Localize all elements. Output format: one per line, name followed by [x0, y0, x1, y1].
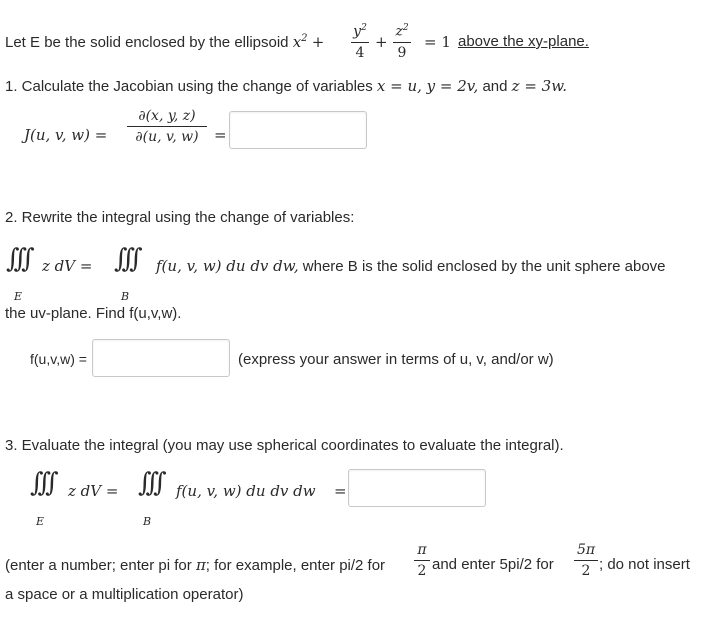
q2-line2: the uv-plane. Find f(u,v,w).	[5, 305, 182, 322]
plus-sign-2: +	[375, 33, 388, 51]
integrand-left: z dV =	[42, 257, 93, 275]
integral-subscript-E-2: E	[36, 515, 45, 528]
f-answer-input[interactable]	[92, 339, 230, 377]
q3-text: 3. Evaluate the integral (you may use spherical coordinates to evaluate the integral).	[5, 437, 564, 454]
q3-note-d: ; do not insert	[599, 556, 690, 573]
q3-note-c: and enter 5pi/2 for	[432, 556, 554, 573]
plus-sign: +	[311, 33, 325, 51]
equals-sign: =	[214, 126, 227, 144]
integral-subscript-B: B	[121, 290, 130, 303]
intro-suffix: above the xy-plane.	[458, 33, 589, 50]
jacobian-fraction: ∂(x, y, z) ∂(u, v, w)	[127, 108, 207, 145]
integral-subscript-E: E	[14, 290, 23, 303]
q1-text: 1. Calculate the Jacobian using the change of variables x = u, y = 2v, and z = 3w.	[5, 77, 568, 95]
triple-integral-B: ∫∫∫	[114, 244, 137, 274]
equals-sign-2: =	[334, 482, 347, 500]
jacobian-answer-input[interactable]	[229, 111, 367, 149]
intro-text	[5, 33, 324, 51]
fraction-y2-over-4: $y^2$ 4	[351, 20, 369, 61]
equals-one: = 1	[424, 33, 451, 51]
triple-integral-B-2: ∫∫∫	[138, 468, 161, 498]
f-hint: (express your answer in terms of u, v, and/or w)	[238, 351, 554, 368]
intro-prefix: Let E be the solid enclosed by the ellipsoid	[5, 34, 293, 51]
x-squared: $x^2$	[292, 33, 308, 51]
q3-note: (enter a number; enter pi for π; for example, enter pi/2 for	[5, 556, 386, 574]
q3-note-line2: a space or a multiplication operator)	[5, 586, 244, 603]
q2-text: 2. Rewrite the integral using the change of variables:	[5, 209, 355, 226]
integral-answer-input[interactable]	[348, 469, 486, 507]
fraction-z2-over-9: $z^2$ 9	[393, 20, 411, 61]
fraction-5pi-over-2: 5π 2	[574, 542, 598, 579]
triple-integral-E-2: ∫∫∫	[30, 468, 53, 498]
integral-subscript-B-2: B	[143, 515, 152, 528]
jacobian-label: J(u, v, w) =	[24, 126, 108, 144]
fraction-pi-over-2: π 2	[414, 542, 430, 579]
integrand-left-2: z dV =	[68, 482, 119, 500]
q2-integral-rhs: f(u, v, w) du dv dw, where B is the solid enclosed by the unit sphere above	[156, 257, 666, 275]
f-label: f(u,v,w) =	[30, 351, 87, 367]
integrand-right-2: f(u, v, w) du dv dw	[176, 482, 316, 500]
triple-integral-E: ∫∫∫	[6, 244, 29, 274]
